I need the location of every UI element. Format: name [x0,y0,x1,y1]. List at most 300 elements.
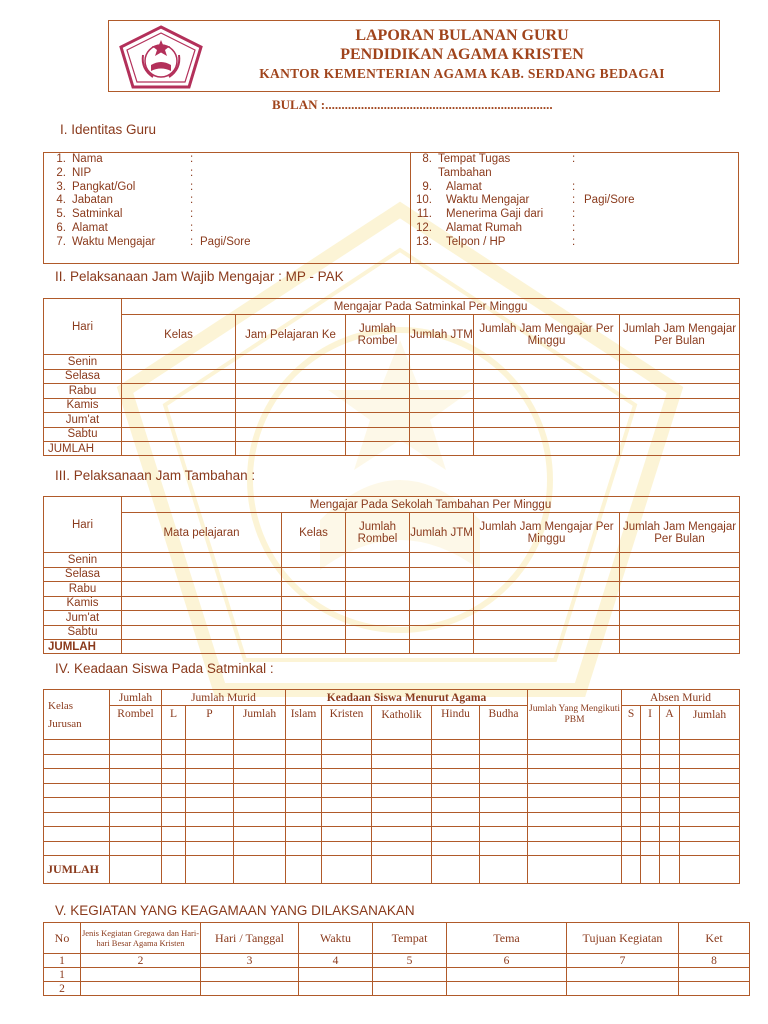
table-cell[interactable] [622,812,641,827]
col-header-l: L [162,706,186,740]
table-cell[interactable] [680,812,740,827]
table-cell[interactable] [122,640,282,654]
table-cell[interactable] [410,427,474,442]
col-header: Jumlah Jam Mengajar Per Minggu [474,513,620,553]
table-cell[interactable] [410,413,474,428]
table-row [44,384,740,399]
table-cell[interactable] [680,827,740,842]
table-cell[interactable] [432,827,480,842]
table-cell[interactable] [528,856,622,884]
table-cell[interactable] [44,754,110,769]
table-cell[interactable] [162,769,186,784]
table-cell[interactable] [110,783,162,798]
table-cell[interactable] [620,625,740,640]
table-cell[interactable] [186,856,234,884]
table-cell[interactable] [186,841,234,856]
table-cell[interactable] [186,827,234,842]
table-cell[interactable] [410,611,474,626]
table-cell[interactable] [162,783,186,798]
table-cell[interactable] [528,740,622,755]
table-cell[interactable] [236,398,346,413]
identity-row [44,167,410,181]
total-label: JUMLAH [44,442,122,456]
table-cell[interactable] [474,640,620,654]
identity-value-field[interactable]: Pagi/Sore [584,194,635,207]
table-cell[interactable] [322,856,372,884]
table-cell[interactable] [432,769,480,784]
table-cell[interactable] [528,812,622,827]
identity-label: Satminkal [72,208,123,221]
table-cell[interactable] [410,553,474,568]
table-row [44,553,740,568]
table-cell[interactable] [234,827,286,842]
identity-label: Alamat Rumah [446,221,523,234]
table-cell[interactable] [346,355,410,370]
table-cell[interactable] [322,812,372,827]
table-cell[interactable] [122,611,282,626]
identity-colon: : [572,208,576,221]
table-cell[interactable] [322,798,372,813]
table-cell[interactable] [528,783,622,798]
table-cell[interactable] [282,567,346,582]
rombel-header: Rombel [110,706,162,740]
table-cell[interactable] [110,812,162,827]
table-cell[interactable] [641,798,660,813]
col-header-s: S [622,706,641,740]
table-cell[interactable] [432,812,480,827]
table-cell[interactable] [480,841,528,856]
table-cell[interactable] [680,856,740,884]
table-cell[interactable] [346,625,410,640]
table-cell[interactable] [410,596,474,611]
table-cell[interactable] [346,369,410,384]
table-cell[interactable] [680,841,740,856]
group-header: Mengajar Pada Sekolah Tambahan Per Minggu [122,497,740,513]
table-cell[interactable] [372,856,432,884]
table-cell[interactable] [286,841,322,856]
table-cell[interactable] [162,798,186,813]
table-cell[interactable] [234,841,286,856]
table-cell[interactable] [234,856,286,884]
table-cell[interactable] [480,856,528,884]
col-header-i: I [641,706,660,740]
table-cell[interactable] [680,754,740,769]
table-cell[interactable] [620,369,740,384]
table-cell[interactable] [432,783,480,798]
identity-colon: : [190,221,194,234]
column-number-row [44,954,750,968]
table-cell[interactable] [480,812,528,827]
table-cell[interactable] [44,769,110,784]
identity-colon: : [190,153,194,165]
table-cell[interactable] [236,442,346,456]
table-cell[interactable] [622,827,641,842]
col-header-waktu: Waktu [299,923,373,954]
table-cell[interactable] [679,982,750,996]
table-cell[interactable] [480,769,528,784]
table-cell[interactable] [186,754,234,769]
table-cell[interactable] [410,582,474,597]
table-cell[interactable] [660,827,680,842]
bulan-field[interactable]: BULAN :...................................................................... [272,97,553,112]
day-label: Kamis [44,398,122,413]
table-cell[interactable] [680,769,740,784]
table-cell[interactable] [201,982,299,996]
table-row [44,567,740,582]
identity-label: Tempat Tugas [438,153,511,165]
table-cell[interactable] [474,398,620,413]
table-cell[interactable] [162,856,186,884]
table-row [44,596,740,611]
table-cell[interactable] [186,812,234,827]
table-cell[interactable] [162,827,186,842]
table-cell[interactable] [680,798,740,813]
table-cell[interactable] [528,841,622,856]
table-cell[interactable] [447,968,567,982]
table-cell[interactable] [528,769,622,784]
col-header: Jumlah Jam Mengajar Per Bulan [620,315,740,355]
table-cell[interactable] [410,398,474,413]
table-cell[interactable] [122,384,236,399]
table-cell[interactable] [236,384,346,399]
table-cell[interactable] [641,827,660,842]
table-cell[interactable] [480,798,528,813]
table-cell[interactable] [346,596,410,611]
table-cell[interactable] [474,553,620,568]
table-cell[interactable] [44,841,110,856]
table-cell[interactable] [372,754,432,769]
identity-label: NIP [72,166,92,179]
table-cell[interactable] [346,442,410,456]
table-cell[interactable] [660,740,680,755]
table-cell[interactable] [410,442,474,456]
table-cell[interactable] [620,582,740,597]
identity-colon: : [190,208,194,221]
table-row [44,783,740,798]
table-row [44,427,740,442]
table-cell[interactable] [432,798,480,813]
table-cell[interactable] [372,812,432,827]
table-cell[interactable] [680,740,740,755]
table-cell[interactable] [567,982,679,996]
table-cell[interactable] [236,427,346,442]
col-header-budha: Budha [480,706,528,740]
table-cell[interactable] [234,769,286,784]
table-cell[interactable] [641,856,660,884]
table-row [44,611,740,626]
table-cell[interactable] [474,427,620,442]
table-cell[interactable] [122,355,236,370]
table-cell[interactable] [372,798,432,813]
table-cell[interactable] [480,754,528,769]
identity-row [44,181,410,195]
table-cell[interactable] [641,740,660,755]
table-cell[interactable] [410,625,474,640]
identity-row [410,236,740,250]
table-cell[interactable] [282,553,346,568]
table-cell[interactable] [474,413,620,428]
table-cell[interactable] [474,596,620,611]
table-cell[interactable] [110,740,162,755]
table-row [44,369,740,384]
table-cell[interactable] [620,355,740,370]
identity-colon: : [190,180,194,193]
table-cell[interactable] [122,369,236,384]
table-cell[interactable] [186,783,234,798]
table-cell[interactable] [122,398,236,413]
table-cell[interactable] [480,827,528,842]
table-cell[interactable] [474,355,620,370]
table-cell[interactable] [299,968,373,982]
identity-colon: : [572,153,576,165]
day-label: Selasa [44,369,122,384]
identity-row [410,153,740,167]
identity-label: Alamat [72,221,108,234]
table-cell[interactable] [286,856,322,884]
table-cell[interactable] [410,567,474,582]
total-row [44,442,740,456]
table-cell[interactable] [410,355,474,370]
table-cell[interactable] [110,841,162,856]
table-cell[interactable] [122,427,236,442]
identity-colon: : [572,180,576,193]
table-cell[interactable] [346,398,410,413]
table-cell[interactable] [474,369,620,384]
table-cell[interactable] [44,827,110,842]
table-cell[interactable] [186,769,234,784]
table-cell[interactable] [346,553,410,568]
table-cell[interactable] [660,812,680,827]
table-cell[interactable] [620,611,740,626]
col-header-no: No [44,923,81,954]
day-label: Kamis [44,596,122,611]
table-cell[interactable] [110,798,162,813]
table-cell[interactable] [81,982,201,996]
table-cell[interactable] [322,841,372,856]
table-cell[interactable] [622,783,641,798]
identity-row [410,208,740,222]
table-cell[interactable] [660,783,680,798]
table-cell[interactable] [110,769,162,784]
table-cell[interactable] [474,611,620,626]
identity-right-list [410,153,740,250]
table-cell[interactable] [162,740,186,755]
table-cell[interactable] [186,740,234,755]
col-header: Jam Pelajaran Ke [236,315,346,355]
table-cell[interactable] [346,567,410,582]
table-cell[interactable] [122,582,282,597]
table-cell[interactable] [236,413,346,428]
table-cell[interactable] [162,812,186,827]
table-cell[interactable] [299,982,373,996]
table-cell[interactable] [447,982,567,996]
table-cell[interactable] [620,567,740,582]
identity-num: 10. [416,194,432,207]
identity-colon: : [572,235,576,248]
table-cell[interactable] [372,740,432,755]
table-cell[interactable] [410,384,474,399]
col-header: Jumlah Jam Mengajar Per Minggu [474,315,620,355]
identity-box [43,152,739,264]
table-cell[interactable] [567,968,679,982]
table-cell[interactable] [679,968,750,982]
table-cell[interactable] [282,640,346,654]
table-cell[interactable] [346,384,410,399]
table-cell[interactable] [110,754,162,769]
jam-wajib-table [43,298,740,456]
table-cell[interactable] [322,754,372,769]
table-cell[interactable] [44,783,110,798]
col-header-p: P [186,706,234,740]
table-cell[interactable] [286,798,322,813]
table-cell[interactable] [122,442,236,456]
table-cell[interactable] [122,413,236,428]
table-cell[interactable] [44,798,110,813]
table-cell[interactable] [410,640,474,654]
table-cell[interactable] [528,827,622,842]
table-cell[interactable] [201,968,299,982]
table-cell[interactable] [44,812,110,827]
table-cell[interactable] [620,384,740,399]
table-cell[interactable] [660,798,680,813]
section-3-title: III. Pelaksanaan Jam Tambahan : [55,468,256,483]
table-cell[interactable] [286,783,322,798]
table-cell[interactable] [346,427,410,442]
table-cell[interactable] [620,413,740,428]
table-cell[interactable] [186,798,234,813]
table-cell[interactable] [122,567,282,582]
table-row [44,355,740,370]
table-cell[interactable] [286,754,322,769]
section-2-title: II. Pelaksanaan Jam Wajib Mengajar : MP - PAK [55,269,344,284]
table-cell[interactable] [620,398,740,413]
table-cell[interactable] [480,740,528,755]
col-header-jenis: Jenis Kegiatan Gregawa dan Hari-hari Besar Agama Kristen [81,923,201,954]
identity-row [410,181,740,195]
table-cell[interactable] [620,553,740,568]
table-cell[interactable] [622,798,641,813]
table-cell[interactable] [373,982,447,996]
table-cell[interactable] [346,611,410,626]
col-header: Kelas [122,315,236,355]
table-cell[interactable] [432,856,480,884]
table-cell[interactable] [474,582,620,597]
table-cell[interactable] [282,596,346,611]
table-cell[interactable] [620,640,740,654]
table-cell[interactable] [322,769,372,784]
table-cell[interactable] [622,740,641,755]
hari-header: Hari [44,497,122,553]
table-cell[interactable] [234,798,286,813]
table-cell[interactable] [660,856,680,884]
table-cell[interactable] [162,754,186,769]
identity-row [410,222,740,236]
table-cell[interactable] [620,442,740,456]
table-cell[interactable] [346,640,410,654]
table-cell[interactable] [410,369,474,384]
table-cell[interactable] [480,783,528,798]
table-cell[interactable] [322,827,372,842]
table-cell[interactable] [372,841,432,856]
table-cell[interactable] [622,841,641,856]
table-cell[interactable] [282,611,346,626]
table-cell[interactable] [474,567,620,582]
table-cell[interactable] [162,841,186,856]
table-cell[interactable] [286,827,322,842]
table-cell[interactable] [528,754,622,769]
table-cell[interactable] [122,553,282,568]
table-cell[interactable] [622,769,641,784]
identity-label: Pangkat/Gol [72,180,136,193]
identity-row [410,194,740,208]
table-cell[interactable] [236,355,346,370]
table-cell[interactable] [44,740,110,755]
table-cell[interactable] [528,798,622,813]
table-cell[interactable] [346,413,410,428]
table-cell[interactable] [660,754,680,769]
table-cell[interactable] [234,783,286,798]
identity-value-field[interactable]: Pagi/Sore [200,235,251,248]
jumlah-header: Jumlah [110,690,162,706]
table-cell[interactable] [372,783,432,798]
table-cell[interactable] [432,740,480,755]
table-cell[interactable] [641,812,660,827]
table-cell[interactable] [372,827,432,842]
table-cell[interactable] [373,968,447,982]
table-cell[interactable] [641,769,660,784]
table-cell[interactable] [622,856,641,884]
table-cell[interactable] [432,841,480,856]
table-cell[interactable] [660,769,680,784]
table-cell[interactable] [322,783,372,798]
table-cell[interactable] [622,754,641,769]
table-cell[interactable] [234,740,286,755]
table-cell[interactable] [474,442,620,456]
table-cell[interactable] [122,625,282,640]
table-cell[interactable] [122,596,282,611]
day-label: Senin [44,355,122,370]
table-cell[interactable] [286,740,322,755]
table-cell[interactable] [322,740,372,755]
table-cell[interactable] [372,769,432,784]
table-cell[interactable] [680,783,740,798]
table-cell[interactable] [234,754,286,769]
table-cell[interactable] [432,754,480,769]
table-cell[interactable] [641,841,660,856]
table-row [44,812,740,827]
table-cell[interactable] [474,625,620,640]
table-cell[interactable] [110,856,162,884]
table-cell[interactable] [110,827,162,842]
table-cell[interactable] [660,841,680,856]
table-cell[interactable] [474,384,620,399]
table-cell[interactable] [286,812,322,827]
col-header-kristen: Kristen [322,706,372,740]
table-cell[interactable] [641,754,660,769]
table-cell[interactable] [81,968,201,982]
table-cell[interactable] [620,427,740,442]
table-cell[interactable] [282,582,346,597]
table-cell[interactable] [620,596,740,611]
table-cell[interactable] [346,582,410,597]
table-cell[interactable] [236,369,346,384]
identity-label: Jabatan [72,194,113,207]
day-label: Rabu [44,582,122,597]
table-cell[interactable] [286,769,322,784]
table-cell[interactable] [641,783,660,798]
table-cell[interactable] [234,812,286,827]
table-cell[interactable] [282,625,346,640]
